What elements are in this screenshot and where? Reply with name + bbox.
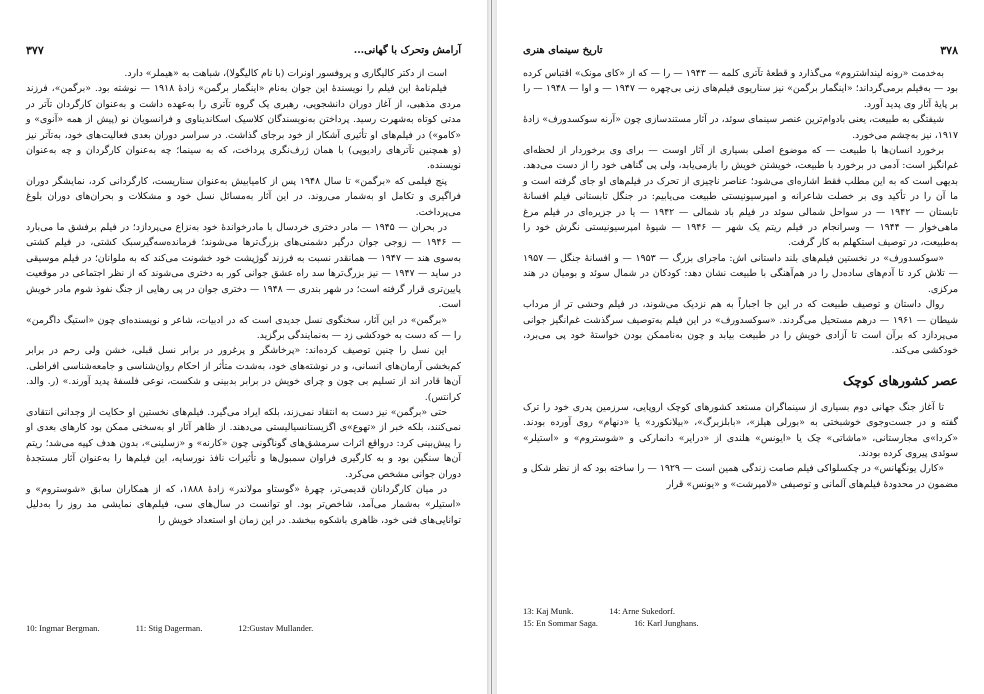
footnote: 16: Karl Junghans. bbox=[633, 618, 699, 628]
running-head: آرامش وتحرک با گهانی... bbox=[353, 44, 461, 56]
page-number: ۳۷۷ bbox=[26, 43, 44, 57]
paragraph: شیفتگی به طبیعت، یعنی بادوام‌ترین عنصر سینمای سوئد، در آثار مستندسازی چون «آرنه سوکسدورف» زادهٔ ۱۹۱۷، نیز به‌چشم می‌خورد. bbox=[523, 114, 958, 141]
footnote: 10: Ingmar Bergman. bbox=[26, 623, 100, 633]
paragraph: این نسل را چنین توصیف کرده‌اند: «پرخاشگر و پرغرور در برابر نسل قبلی، خشن ولی رحم در برابر کم‌بخشی آرمان‌های انسانی، و در نوشته‌های خود، به‌شدت متأثر از احکام روان‌شناسی و جامعه‌شناسی افراطی. آن‌ها قادر اند از تسلیم بی چون و چرای خویش در برابر بدبینی و شکست، نوعی فلسفهٔ پدید آورند.» (ر. والد. کرانتس). bbox=[26, 345, 461, 403]
paragraph: در بحران — ۱۹۴۵ — مادر دختری خردسال با مادرخواندهٔ خود به‌نزاع می‌پردازد؛ در فیلم برفشق ما می‌بارد — ۱۹۴۶ — زوجی جوان درگیر دشمنی‌های بزرگ‌ترها می‌شوند؛ فرمانده‌سه‌گیرسبک کشتی، در فیلم کشتی به‌سوی هند — ۱۹۴۷ — همانقدر نسبت به فرزند گوژپشت خود خشونت می‌کند که به ملوانان؛ در فیلم موسیقی در ساید — ۱۹۴۷ — نیز بزرگ‌ترها سد راه عشق جوانی کور به دختری می‌شوند که از نظر اجتماعی در موقعیت پایین‌تری قرار گرفته است؛ در شهر بندری — ۱۹۴۸ — دختری جوان در پی رهایی از جنگ نفوذ شوم مادر خویش است. bbox=[26, 222, 462, 311]
paragraph: «سوکسدورف» در نخستین فیلم‌های بلند داستانی اش: ماجرای بزرگ — ۱۹۵۳ — و افسانهٔ جنگل — ۱۹۵۷ — تلاش کرد تا آدم‌های ساده‌دل را در هم‌آهنگی با طبیعت نشان دهد: کودکان در شمال سوئد و بومیان در هند مرکزی. bbox=[523, 252, 958, 295]
right-page-header bbox=[523, 42, 958, 58]
left-page bbox=[0, 0, 487, 694]
paragraph: در میان کارگردانان قدیمی‌تر، چهرهٔ «گوستاو مولاندر» زادهٔ ۱۸۸۸، که از همکاران سابق «شوستروم» و «استیلر» به‌شمار می‌آمد، شاخص‌تر بود. او توانست در سال‌های سی، فیلم‌های نمایشی مد روز را به‌دلیل توانایی‌های فنی خود، ظاهری باشکوه ببخشد. در این زمان او استعداد خویش را bbox=[26, 483, 461, 526]
paragraph: «کارل یونگهانس» در چکسلواکی فیلم صامت زندگی همین است — ۱۹۲۹ — را ساخته بود که از نظر شکل و مضمون در محدودهٔ فیلم‌های آلمانی و توصیفی «لامپرشت» و «یونس» قرار bbox=[523, 463, 958, 490]
gutter-divider bbox=[491, 0, 492, 694]
paragraph: حتی «برگمن» نیز دست به انتقاد نمی‌زند، بلکه ایراد می‌گیرد. فیلم‌های نخستین او حکایت از وجدانی انتقادی نمی‌کنند، بلکه خبر از «تهوع»ی اگزیستانسیالیستی می‌دهند. از ظاهر آثار او به‌سختی ممکن بود کارهای بعدی او را پیش‌بینی کرد: درواقع اثرات سرمشق‌های گوناگونی چون «کارنه» و «زسلینی»، بدون هدف کپیه می‌شد؛ ریتم آن‌ها سنگین بود و به کارگیری فراوان سمبول‌ها و تأثیرات نافذ نورسایه، این فیلم‌ها را به‌عنوان آثار مستجدهٔ دوران جوانی مشخص می‌کرد. bbox=[26, 406, 461, 480]
running-head: تاریخ سینمای هنری bbox=[523, 44, 603, 56]
paragraph: تا آغاز جنگ جهانی دوم بسیاری از سینماگران مستعد کشورهای کوچک اروپایی، سرزمین پدری خود را ترک گفته و در جست‌وجوی خوشبختی به «بورلی هیلز»، «بابلزبرگ»، «بیلانکورد» یا «دنهام» روی آورده بودند. «کردا»ی مجارستانی، «ماشاتی» چک یا «ایونس» هلندی از «درایر» دانمارکی و «شوستروم» و «استیلر» سوئدی پیروی کرده بودند. bbox=[523, 401, 958, 459]
footnote: 13: Kaj Munk. bbox=[523, 606, 574, 616]
right-page bbox=[497, 0, 984, 694]
section-heading: عصر کشورهای کوچک bbox=[842, 372, 958, 388]
paragraph: فیلم‌نامهٔ این فیلم را نویسندهٔ این جوان به‌نام «اینگمار برگمن» زادهٔ ۱۹۱۸ — نوشته بود. «برگمن»، فرزند مردی مذهبی، از آغاز دوران دانشجویی، رهبری یک گروه تآتری را به‌عهده داشت و به‌عنوان کارگردان تآتر در مدتی کوتاه به‌شهرت رسید. پرداختن به‌نویسندگان کلاسیک اسکاندیناوی و فرانسویان نو (پیش از همه «آنوی» و «کامو») در فیلم‌های او تأثیری آشکار از خود برجای گذاشت. در سراسر دوران بعدی فعالیت‌های خود، به‌تآتر نیز (و همچنین تآترهای رادیویی) با همان ژرف‌نگری پرداخت، که به سینما؛ چه به‌عنوان کارگردان و چه به‌عنوان نویسنده. bbox=[26, 83, 461, 172]
paragraph: پنج فیلمی که «برگمن» تا سال ۱۹۴۸ پس از کامیابیش به‌عنوان سناریست، کارگردانی کرد، نمایشگر دوران فراگیری و تکامل او به‌شمار می‌روند. در این آثار به‌مسائل نسل خود و مشکلات و بحران‌های دوران بلوغ می‌پرداخت. bbox=[26, 175, 461, 218]
paragraph: است از دکتر کالیگاری و پروفسور اونرات (با نام کالیگولا)، شباهت به «هیملر» دارد. bbox=[124, 68, 447, 79]
footnote: 12:Gustav Mullander. bbox=[238, 623, 314, 633]
paragraph: برخورد انسان‌ها با طبیعت — که موضوع اصلی بسیاری از آثار اوست — برای وی برخوردار از لحظه‌ای غم‌انگیز است: آدمی در برخورد با طبیعت، خویشتن خویش را بازمی‌یابد، ولی پی گناهی خود را از دست می‌دهد. بدیهی است که به این مطلب فقط اشاره‌ای می‌شود؛ عناصر ناچیزی از تحرک در فیلم‌های او جای گرفته است و ما آن را در تأکید وی بر خصلت شاعرانه و امپرسیونیستی طبیعت می‌یابیم: در جنگل تابستانی فیلم افسانهٔ تابستان — ۱۹۴۲ — در سواحل شمالی سوئد در فیلم باد شمالی — ۱۹۴۲ — یا در جزیره‌ای در فیلم مرغ ماهی‌خوار — ۱۹۴۴ — وسرانجام در فیلم ریتم یک شهر — ۱۹۴۶ — شیوهٔ امپرسیونیستی نگرش خود را به‌طبیعت، در توصیف استکهلم به کار گرفت. bbox=[523, 145, 959, 249]
left-page-header bbox=[26, 42, 461, 58]
section-body-text bbox=[523, 400, 958, 492]
paragraph: روال داستان و توصیف طبیعت که در این جا اجباراً به هم نزدیک می‌شوند، در فیلم وحشی تر از مرداب شیطان — ۱۹۶۱ — درهم مستحیل می‌گردند. «سوکسدورف» در این فیلم به‌توصیف سرگذشت غم‌انگیز جوانی می‌پردازد که برآن است تا آزادی خویش را در طبیعت بیابد و چون به‌ناممکن بودن خواستهٔ خود پی می‌برد، خودکشی می‌کند. bbox=[523, 299, 958, 357]
paragraph: به‌خدمت «رونه لینداشتروم» می‌گذارد و قطعهٔ تآتری کلمه — ۱۹۴۳ — را — که از «کای مونک» اقتباس کرده بود — به‌فیلم برمی‌گرداند؛ «اینگمار برگمن» نیز سناریوی فیلم‌های زنی بی‌چهره — ۱۹۴۷ — و اوا — ۱۹۴۸ — را بر پایهٔ آثار وی پدید آورد. bbox=[523, 68, 959, 110]
footnote: 15: En Sommar Saga. bbox=[523, 618, 598, 628]
footnote: 14: Arne Sukedorf. bbox=[609, 606, 676, 616]
left-body-text bbox=[26, 66, 461, 528]
book-gutter bbox=[487, 0, 497, 694]
right-footnotes bbox=[523, 605, 958, 629]
page-number: ۳۷۸ bbox=[940, 43, 958, 57]
right-body-text bbox=[523, 66, 958, 359]
paragraph: «برگمن» در این آثار، سخنگوی نسل جدیدی است که در ادبیات، شاعر و نویسنده‌ای چون «استیگ داگرمن» را — که دست به خودکشی زد — به‌نمایندگی برگزید. bbox=[26, 314, 461, 341]
left-footnotes bbox=[26, 622, 461, 634]
footnote: 11: Stig Dagerman. bbox=[135, 623, 203, 633]
